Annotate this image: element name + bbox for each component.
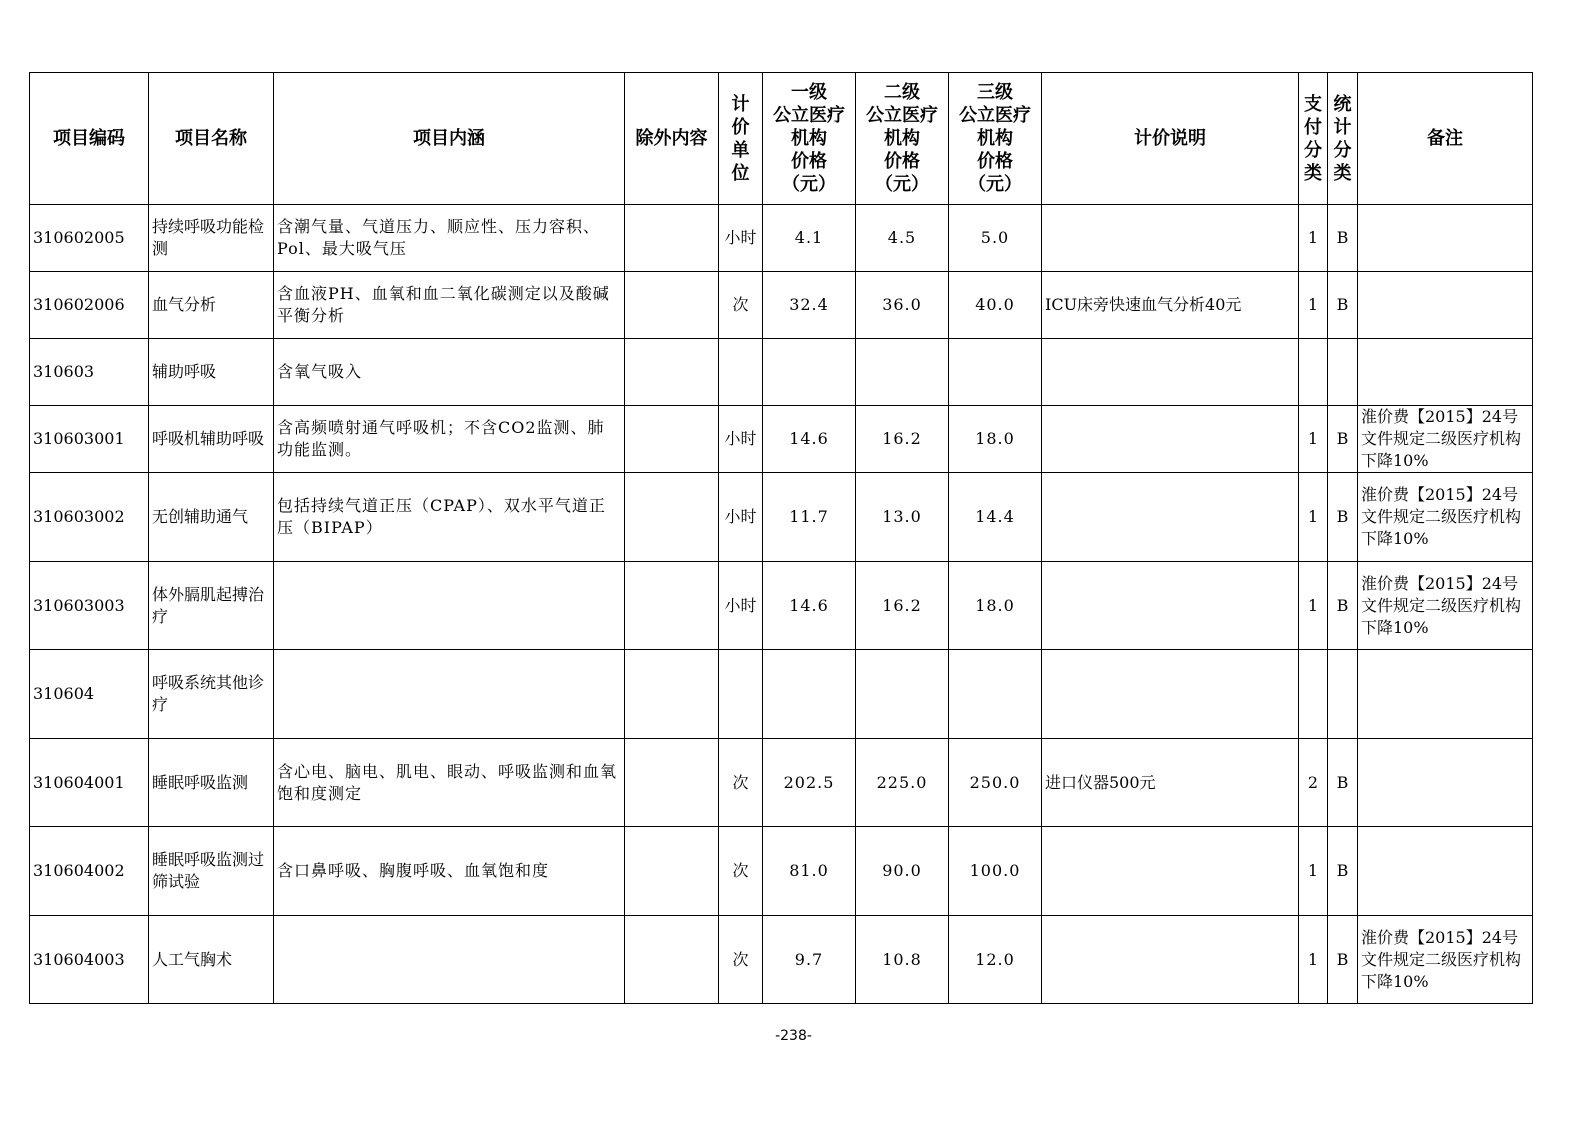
cell-content: 含高频喷射通气呼吸机；不含CO2监测、肺功能监测。 — [274, 406, 625, 473]
cell-price-level3: 12.0 — [949, 916, 1042, 1004]
cell-price-level3: 5.0 — [949, 205, 1042, 272]
cell-price-level1: 202.5 — [763, 739, 856, 827]
cell-pricing-note — [1042, 650, 1299, 739]
cell-statistics-category: B — [1328, 406, 1358, 473]
cell-pricing-note: 进口仪器500元 — [1042, 739, 1299, 827]
cell-exclusion — [625, 205, 719, 272]
cell-price-level1 — [763, 650, 856, 739]
cell-remark — [1358, 827, 1533, 916]
cell-remark — [1358, 650, 1533, 739]
cell-pricing-note — [1042, 339, 1299, 406]
cell-unit: 小时 — [719, 562, 763, 650]
table-row — [30, 739, 1533, 827]
cell-statistics-category: B — [1328, 205, 1358, 272]
cell-price-level3: 18.0 — [949, 406, 1042, 473]
cell-name: 辅助呼吸 — [149, 339, 274, 406]
cell-statistics-category: B — [1328, 473, 1358, 562]
cell-price-level3: 14.4 — [949, 473, 1042, 562]
cell-pricing-note — [1042, 916, 1299, 1004]
cell-price-level1: 81.0 — [763, 827, 856, 916]
cell-code: 310604003 — [30, 916, 149, 1004]
table-row — [30, 916, 1533, 1004]
cell-payment-category: 1 — [1299, 406, 1328, 473]
cell-unit: 小时 — [719, 406, 763, 473]
header-code: 项目编码 — [30, 73, 149, 205]
cell-statistics-category: B — [1328, 916, 1358, 1004]
cell-price-level1: 11.7 — [763, 473, 856, 562]
page-number: -238- — [775, 1028, 812, 1044]
header-payment-category — [1299, 73, 1328, 205]
cell-price-level2: 225.0 — [856, 739, 949, 827]
cell-price-level1: 4.1 — [763, 205, 856, 272]
cell-payment-category — [1299, 339, 1328, 406]
cell-exclusion — [625, 473, 719, 562]
header-unit — [719, 73, 763, 205]
cell-exclusion — [625, 272, 719, 339]
cell-pricing-note — [1042, 562, 1299, 650]
cell-exclusion — [625, 916, 719, 1004]
cell-price-level2: 90.0 — [856, 827, 949, 916]
cell-name: 呼吸机辅助呼吸 — [149, 406, 274, 473]
header-row — [30, 73, 1533, 205]
cell-payment-category: 1 — [1299, 562, 1328, 650]
cell-statistics-category: B — [1328, 739, 1358, 827]
header-price-level2: 二级 公立医疗 机构 价格 （元） — [856, 73, 949, 205]
cell-price-level2 — [856, 650, 949, 739]
cell-price-level2: 36.0 — [856, 272, 949, 339]
cell-code: 310603003 — [30, 562, 149, 650]
cell-content: 含氧气吸入 — [274, 339, 625, 406]
cell-remark: 淮价费【2015】24号文件规定二级医疗机构下降10% — [1358, 406, 1533, 473]
cell-pricing-note — [1042, 473, 1299, 562]
cell-code: 310602006 — [30, 272, 149, 339]
cell-price-level1: 32.4 — [763, 272, 856, 339]
table-row — [30, 339, 1533, 406]
cell-content: 含潮气量、气道压力、顺应性、压力容积、Pol、最大吸气压 — [274, 205, 625, 272]
header-statistics-category — [1328, 73, 1358, 205]
cell-content — [274, 562, 625, 650]
cell-payment-category: 1 — [1299, 205, 1328, 272]
table-body — [30, 205, 1533, 1004]
header-statistics-category-label: 统计分类 — [1333, 93, 1352, 184]
cell-remark: 淮价费【2015】24号文件规定二级医疗机构下降10% — [1358, 473, 1533, 562]
header-payment-category-label: 支付分类 — [1304, 93, 1322, 184]
header-remark: 备注 — [1358, 73, 1533, 205]
cell-code: 310602005 — [30, 205, 149, 272]
cell-name: 无创辅助通气 — [149, 473, 274, 562]
cell-price-level3 — [949, 650, 1042, 739]
cell-exclusion — [625, 739, 719, 827]
cell-unit: 小时 — [719, 205, 763, 272]
cell-price-level3: 250.0 — [949, 739, 1042, 827]
cell-payment-category: 1 — [1299, 827, 1328, 916]
cell-pricing-note — [1042, 827, 1299, 916]
cell-exclusion — [625, 827, 719, 916]
cell-unit: 次 — [719, 272, 763, 339]
cell-unit: 次 — [719, 739, 763, 827]
cell-name: 人工气胸术 — [149, 916, 274, 1004]
price-table — [29, 72, 1533, 1004]
header-exclusion: 除外内容 — [625, 73, 719, 205]
cell-payment-category — [1299, 650, 1328, 739]
cell-statistics-category: B — [1328, 272, 1358, 339]
table-row — [30, 473, 1533, 562]
cell-name: 呼吸系统其他诊疗 — [149, 650, 274, 739]
cell-name: 睡眠呼吸监测过筛试验 — [149, 827, 274, 916]
cell-code: 310603001 — [30, 406, 149, 473]
cell-unit: 小时 — [719, 473, 763, 562]
cell-price-level2: 16.2 — [856, 406, 949, 473]
cell-exclusion — [625, 406, 719, 473]
cell-price-level2: 13.0 — [856, 473, 949, 562]
cell-name: 血气分析 — [149, 272, 274, 339]
cell-remark — [1358, 205, 1533, 272]
cell-exclusion — [625, 339, 719, 406]
cell-code: 310604001 — [30, 739, 149, 827]
header-pricing-note: 计价说明 — [1042, 73, 1299, 205]
cell-content — [274, 916, 625, 1004]
cell-price-level2: 10.8 — [856, 916, 949, 1004]
cell-price-level3: 18.0 — [949, 562, 1042, 650]
table-row — [30, 205, 1533, 272]
cell-content: 含心电、脑电、肌电、眼动、呼吸监测和血氧饱和度测定 — [274, 739, 625, 827]
cell-remark — [1358, 339, 1533, 406]
header-content: 项目内涵 — [274, 73, 625, 205]
cell-price-level3: 100.0 — [949, 827, 1042, 916]
cell-pricing-note — [1042, 205, 1299, 272]
cell-name: 睡眠呼吸监测 — [149, 739, 274, 827]
cell-remark — [1358, 739, 1533, 827]
header-unit-label: 计价单位 — [731, 93, 750, 184]
cell-code: 310603002 — [30, 473, 149, 562]
header-price-level3: 三级 公立医疗 机构 价格 （元） — [949, 73, 1042, 205]
cell-unit — [719, 339, 763, 406]
cell-name: 体外膈肌起搏治疗 — [149, 562, 274, 650]
cell-content — [274, 650, 625, 739]
cell-price-level2: 4.5 — [856, 205, 949, 272]
cell-price-level3 — [949, 339, 1042, 406]
cell-remark — [1358, 272, 1533, 339]
cell-price-level1: 14.6 — [763, 562, 856, 650]
cell-statistics-category — [1328, 650, 1358, 739]
cell-content: 含口鼻呼吸、胸腹呼吸、血氧饱和度 — [274, 827, 625, 916]
cell-price-level1: 9.7 — [763, 916, 856, 1004]
cell-price-level3: 40.0 — [949, 272, 1042, 339]
cell-statistics-category: B — [1328, 562, 1358, 650]
cell-price-level1 — [763, 339, 856, 406]
header-price-level1: 一级 公立医疗 机构 价格 （元） — [763, 73, 856, 205]
cell-payment-category: 1 — [1299, 272, 1328, 339]
cell-exclusion — [625, 650, 719, 739]
cell-unit: 次 — [719, 916, 763, 1004]
cell-unit — [719, 650, 763, 739]
cell-price-level2: 16.2 — [856, 562, 949, 650]
table-row — [30, 562, 1533, 650]
table-row — [30, 827, 1533, 916]
cell-price-level2 — [856, 339, 949, 406]
table-row — [30, 406, 1533, 473]
cell-payment-category: 1 — [1299, 916, 1328, 1004]
cell-remark: 淮价费【2015】24号文件规定二级医疗机构下降10% — [1358, 562, 1533, 650]
cell-remark: 淮价费【2015】24号文件规定二级医疗机构下降10% — [1358, 916, 1533, 1004]
cell-pricing-note — [1042, 406, 1299, 473]
cell-code: 310603 — [30, 339, 149, 406]
header-name: 项目名称 — [149, 73, 274, 205]
cell-content: 包括持续气道正压（CPAP）、双水平气道正压（BIPAP） — [274, 473, 625, 562]
table-row — [30, 272, 1533, 339]
cell-exclusion — [625, 562, 719, 650]
cell-code: 310604002 — [30, 827, 149, 916]
cell-code: 310604 — [30, 650, 149, 739]
table-row — [30, 650, 1533, 739]
cell-payment-category: 2 — [1299, 739, 1328, 827]
cell-pricing-note: ICU床旁快速血气分析40元 — [1042, 272, 1299, 339]
cell-statistics-category: B — [1328, 827, 1358, 916]
cell-unit: 次 — [719, 827, 763, 916]
cell-content: 含血液PH、血氧和血二氧化碳测定以及酸碱平衡分析 — [274, 272, 625, 339]
cell-payment-category: 1 — [1299, 473, 1328, 562]
cell-name: 持续呼吸功能检测 — [149, 205, 274, 272]
cell-statistics-category — [1328, 339, 1358, 406]
cell-price-level1: 14.6 — [763, 406, 856, 473]
